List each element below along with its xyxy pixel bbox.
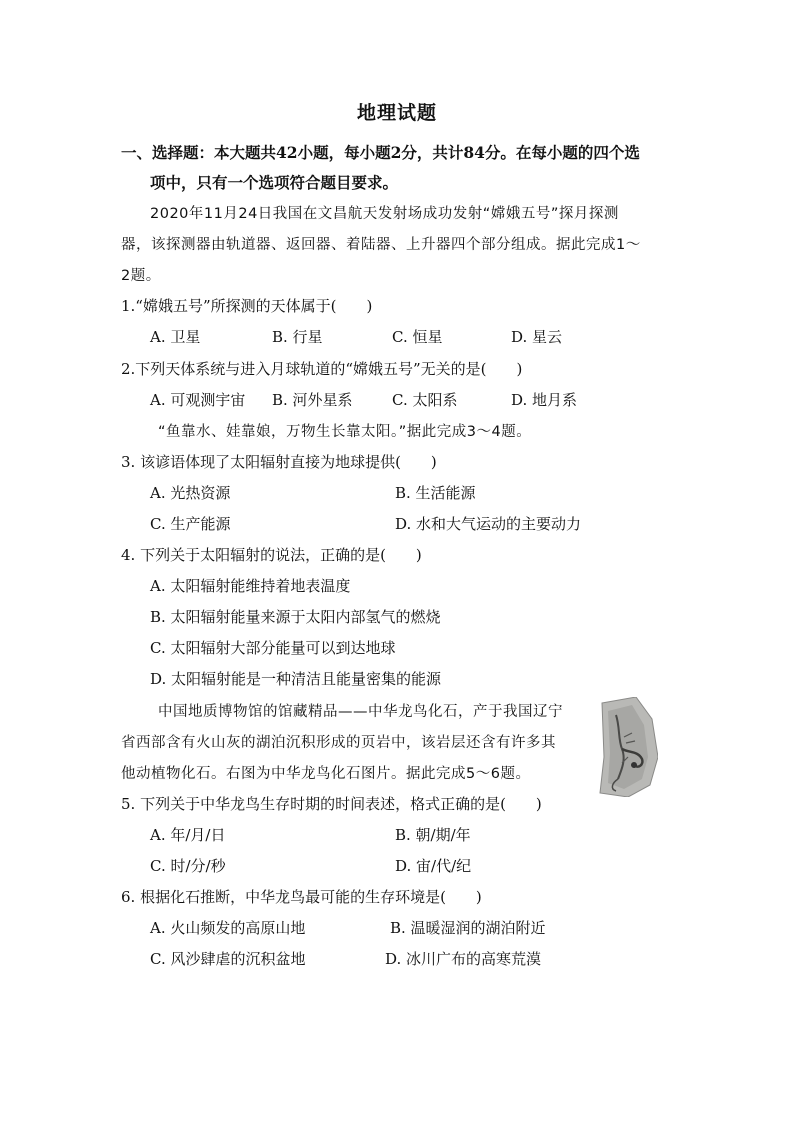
question-4-option-b: B. 太阳辐射能量来源于太阳内部氢气的燃烧 (150, 608, 441, 626)
section-heading-line-2: 项中，只有一个选项符合题目要求。 (150, 173, 399, 192)
question-1-stem: 1.“嫦娥五号”所探测的天体属于( ) (121, 297, 373, 315)
question-2-option-a: A. 可观测宇宙 (150, 391, 246, 409)
passage-3-line-2: 省西部含有火山灰的湖泊沉积形成的页岩中，该岩层还含有许多其 (121, 735, 556, 751)
question-2-option-b: B. 河外星系 (272, 391, 353, 409)
question-1-option-b: B. 行星 (272, 328, 323, 346)
question-3-option-a: A. 光热资源 (150, 484, 231, 502)
question-5-stem: 5. 下列关于中华龙鸟生存时期的时间表述，格式正确的是( ) (121, 795, 542, 813)
question-4-stem: 4. 下列关于太阳辐射的说法，正确的是( ) (121, 546, 422, 564)
question-5-option-a: A. 年/月/日 (150, 826, 226, 844)
question-1-option-d: D. 星云 (511, 328, 563, 346)
question-5-option-d: D. 宙/代/纪 (395, 857, 472, 875)
section-heading-line-1: 一、选择题：本大题共42小题，每小题2分，共计84分。在每小题的四个选 (121, 143, 640, 162)
question-4-option-c: C. 太阳辐射大部分能量可以到达地球 (150, 639, 396, 657)
passage-1-line-3: 2题。 (121, 268, 161, 284)
question-1-option-a: A. 卫星 (150, 328, 201, 346)
passage-1-line-2: 器，该探测器由轨道器、返回器、着陆器、上升器四个部分组成。据此完成1～ (121, 237, 641, 253)
question-6-stem: 6. 根据化石推断，中华龙鸟最可能的生存环境是( ) (121, 888, 482, 906)
question-3-option-d: D. 水和大气运动的主要动力 (395, 515, 582, 533)
question-5-option-b: B. 朝/期/年 (395, 826, 471, 844)
passage-2-line-1: “鱼靠水、娃靠娘，万物生长靠太阳。”据此完成3～4题。 (158, 424, 532, 440)
question-6-option-a: A. 火山频发的高原山地 (150, 919, 306, 937)
passage-1-line-1: 2020年11月24日我国在文昌航天发射场成功发射“嫦娥五号”探月探测 (150, 206, 619, 222)
question-4-option-d: D. 太阳辐射能是一种清洁且能量密集的能源 (150, 670, 442, 688)
question-3-stem: 3. 该谚语体现了太阳辐射直接为地球提供( ) (121, 453, 437, 471)
sinosauropteryx-fossil-image (598, 697, 658, 797)
question-6-option-d: D. 冰川广布的高寒荒漠 (385, 950, 542, 968)
question-6-option-c: C. 风沙肆虐的沉积盆地 (150, 950, 306, 968)
question-2-stem: 2.下列天体系统与进入月球轨道的“嫦娥五号”无关的是( ) (121, 360, 523, 378)
question-3-option-c: C. 生产能源 (150, 515, 231, 533)
question-5-option-c: C. 时/分/秒 (150, 857, 226, 875)
question-2-option-d: D. 地月系 (511, 391, 578, 409)
passage-3-line-1: 中国地质博物馆的馆藏精品——中华龙鸟化石，产于我国辽宁 (158, 704, 563, 720)
question-3-option-b: B. 生活能源 (395, 484, 476, 502)
question-4-option-a: A. 太阳辐射能维持着地表温度 (150, 577, 351, 595)
passage-3-line-3: 他动植物化石。右图为中华龙鸟化石图片。据此完成5～6题。 (121, 766, 531, 782)
question-6-option-b: B. 温暖湿润的湖泊附近 (390, 919, 546, 937)
question-1-option-c: C. 恒星 (392, 328, 443, 346)
question-2-option-c: C. 太阳系 (392, 391, 458, 409)
page-title: 地理试题 (356, 102, 437, 124)
